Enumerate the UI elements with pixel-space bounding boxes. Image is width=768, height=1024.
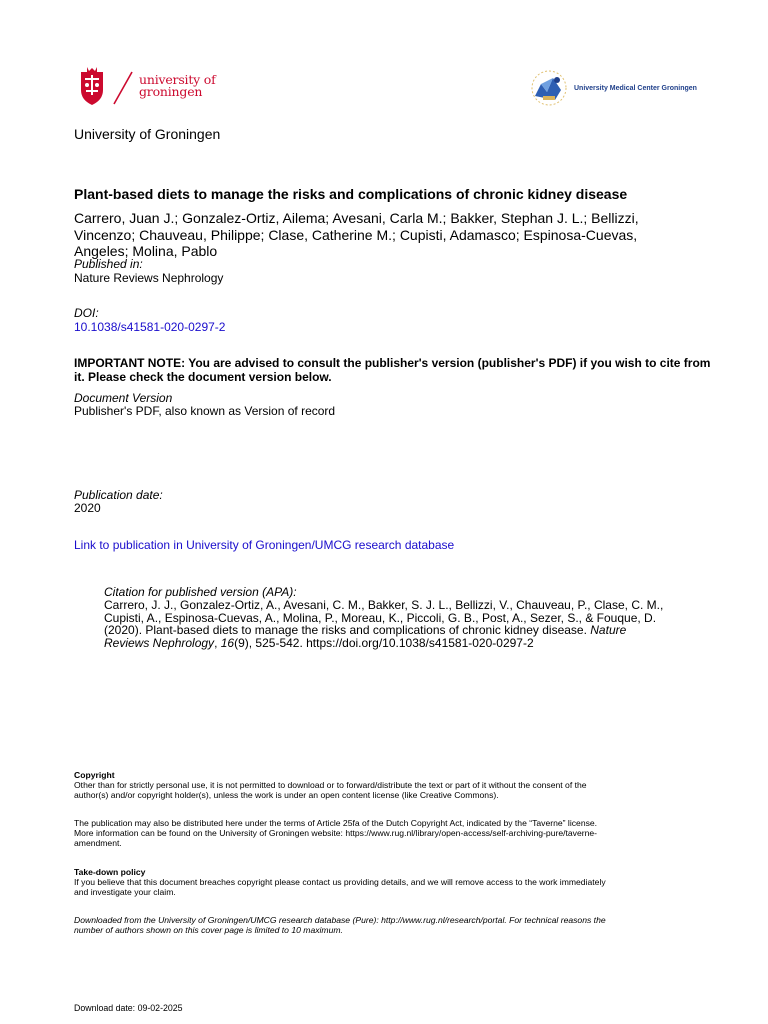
copyright-line-1: Other than for strictly personal use, it is not permitted to download or to forward/distribute the text or part of it without the consent of the xyxy=(74,780,587,791)
copyright-notice xyxy=(74,770,720,801)
downloaded-from-line-1: Downloaded from the University of Groningen/UMCG research database (Pure): http://www.rug.nl/research/portal. For technical reasons the xyxy=(74,915,606,925)
copyright-heading: Copyright xyxy=(74,770,115,780)
umcg-logo-text: University Medical Center Groningen xyxy=(574,85,697,92)
important-note-line-1: IMPORTANT NOTE: You are advised to consult the publisher's version (publisher's PDF) if you wish to cite from xyxy=(74,356,711,370)
authors-line-3: Angeles; Molina, Pablo xyxy=(74,243,218,259)
rug-logo-line1: university of xyxy=(139,72,216,87)
taverne-notice xyxy=(74,818,720,849)
taverne-line-1: The publication may also be distributed here under the terms of Article 25fa of the Dutch Copyright Act, indicated by the “Taverne” license. xyxy=(74,818,598,828)
doi-block xyxy=(74,306,225,334)
institution-name: University of Groningen xyxy=(74,126,221,142)
copyright-line-2: author(s) and/or copyright holder(s), unless the work is under an open content license (like Creative Commons). xyxy=(74,790,499,801)
umcg-emblem-icon xyxy=(527,66,571,110)
takedown-line-1: If you believe that this document breaches copyright please contact us providing details, and we will remove access to the work immediately xyxy=(74,877,606,888)
document-version-value: Publisher's PDF, also known as Version of record xyxy=(74,404,336,418)
download-date: Download date: 09-02-2025 xyxy=(74,1003,183,1013)
citation-line-4 xyxy=(104,637,716,650)
takedown-policy xyxy=(74,867,720,898)
citation-block xyxy=(104,586,716,650)
database-link-block xyxy=(74,538,454,552)
university-of-groningen-logo xyxy=(78,66,223,110)
rug-logo-line2: groningen xyxy=(139,84,203,99)
important-note-line-2: it. Please check the document version below. xyxy=(74,370,332,384)
logo-slash-icon xyxy=(108,70,138,106)
takedown-line-2: and investigate your claim. xyxy=(74,887,176,898)
groningen-crest-icon xyxy=(78,66,106,106)
citation-separator: , xyxy=(214,636,221,651)
document-title: Plant-based diets to manage the risks and complications of chronic kidney disease xyxy=(74,186,628,202)
document-version-block xyxy=(74,392,335,418)
publication-date-value: 2020 xyxy=(74,501,101,515)
publication-date-block xyxy=(74,489,163,515)
citation-label: Citation for published version (APA): xyxy=(104,585,297,599)
database-link[interactable]: Link to publication in University of Groningen/UMCG research database xyxy=(74,538,455,552)
downloaded-from-notice xyxy=(74,915,720,935)
citation-pages-doi: (9), 525-542. https://doi.org/10.1038/s41581-020-0297-2 xyxy=(234,636,534,651)
published-in-label: Published in: xyxy=(74,257,143,271)
taverne-line-3: amendment. xyxy=(74,838,122,849)
takedown-heading: Take-down policy xyxy=(74,867,146,877)
downloaded-from-line-2: number of authors shown on this cover page is limited to 10 maximum. xyxy=(74,925,343,936)
citation-volume: 16 xyxy=(220,636,235,651)
author-list xyxy=(74,210,714,260)
authors-line-1: Carrero, Juan J.; Gonzalez-Ortiz, Ailema; Avesani, Carla M.; Bakker, Stephan J. L.; Bellizzi, xyxy=(74,210,639,226)
published-in-block xyxy=(74,257,223,285)
authors-line-2: Vincenzo; Chauveau, Philippe; Clase, Catherine M.; Cupisti, Adamasco; Espinosa-Cuevas, xyxy=(74,226,638,243)
citation-line-1: Carrero, J. J., Gonzalez-Ortiz, A., Avesani, C. M., Bakker, S. J. L., Bellizzi, V., Chauveau, P., Clase, C. M., xyxy=(104,597,664,612)
taverne-line-2: More information can be found on the University of Groningen website: https://www.rug.nl/library/open-access/self-archiving-pure/taverne- xyxy=(74,828,598,839)
umcg-logo xyxy=(527,66,702,110)
citation-line-2: Cupisti, A., Espinosa-Cuevas, A., Molina, P., Moreau, K., Piccoli, G. B., Post, A., Sezer, S., & Fouque, D. xyxy=(104,610,657,625)
citation-journal-part-2: Reviews Nephrology xyxy=(104,636,215,651)
doi-link[interactable]: 10.1038/s41581-020-0297-2 xyxy=(74,320,226,334)
citation-journal-part-1: Nature xyxy=(590,623,627,638)
doi-label: DOI: xyxy=(74,306,99,320)
document-version-label: Document Version xyxy=(74,391,173,405)
published-in-value: Nature Reviews Nephrology xyxy=(74,271,224,285)
important-note xyxy=(74,356,724,384)
publication-date-label: Publication date: xyxy=(74,488,163,502)
citation-line-3-text: (2020). Plant-based diets to manage the risks and complications of chronic kidney disease. xyxy=(104,623,591,638)
